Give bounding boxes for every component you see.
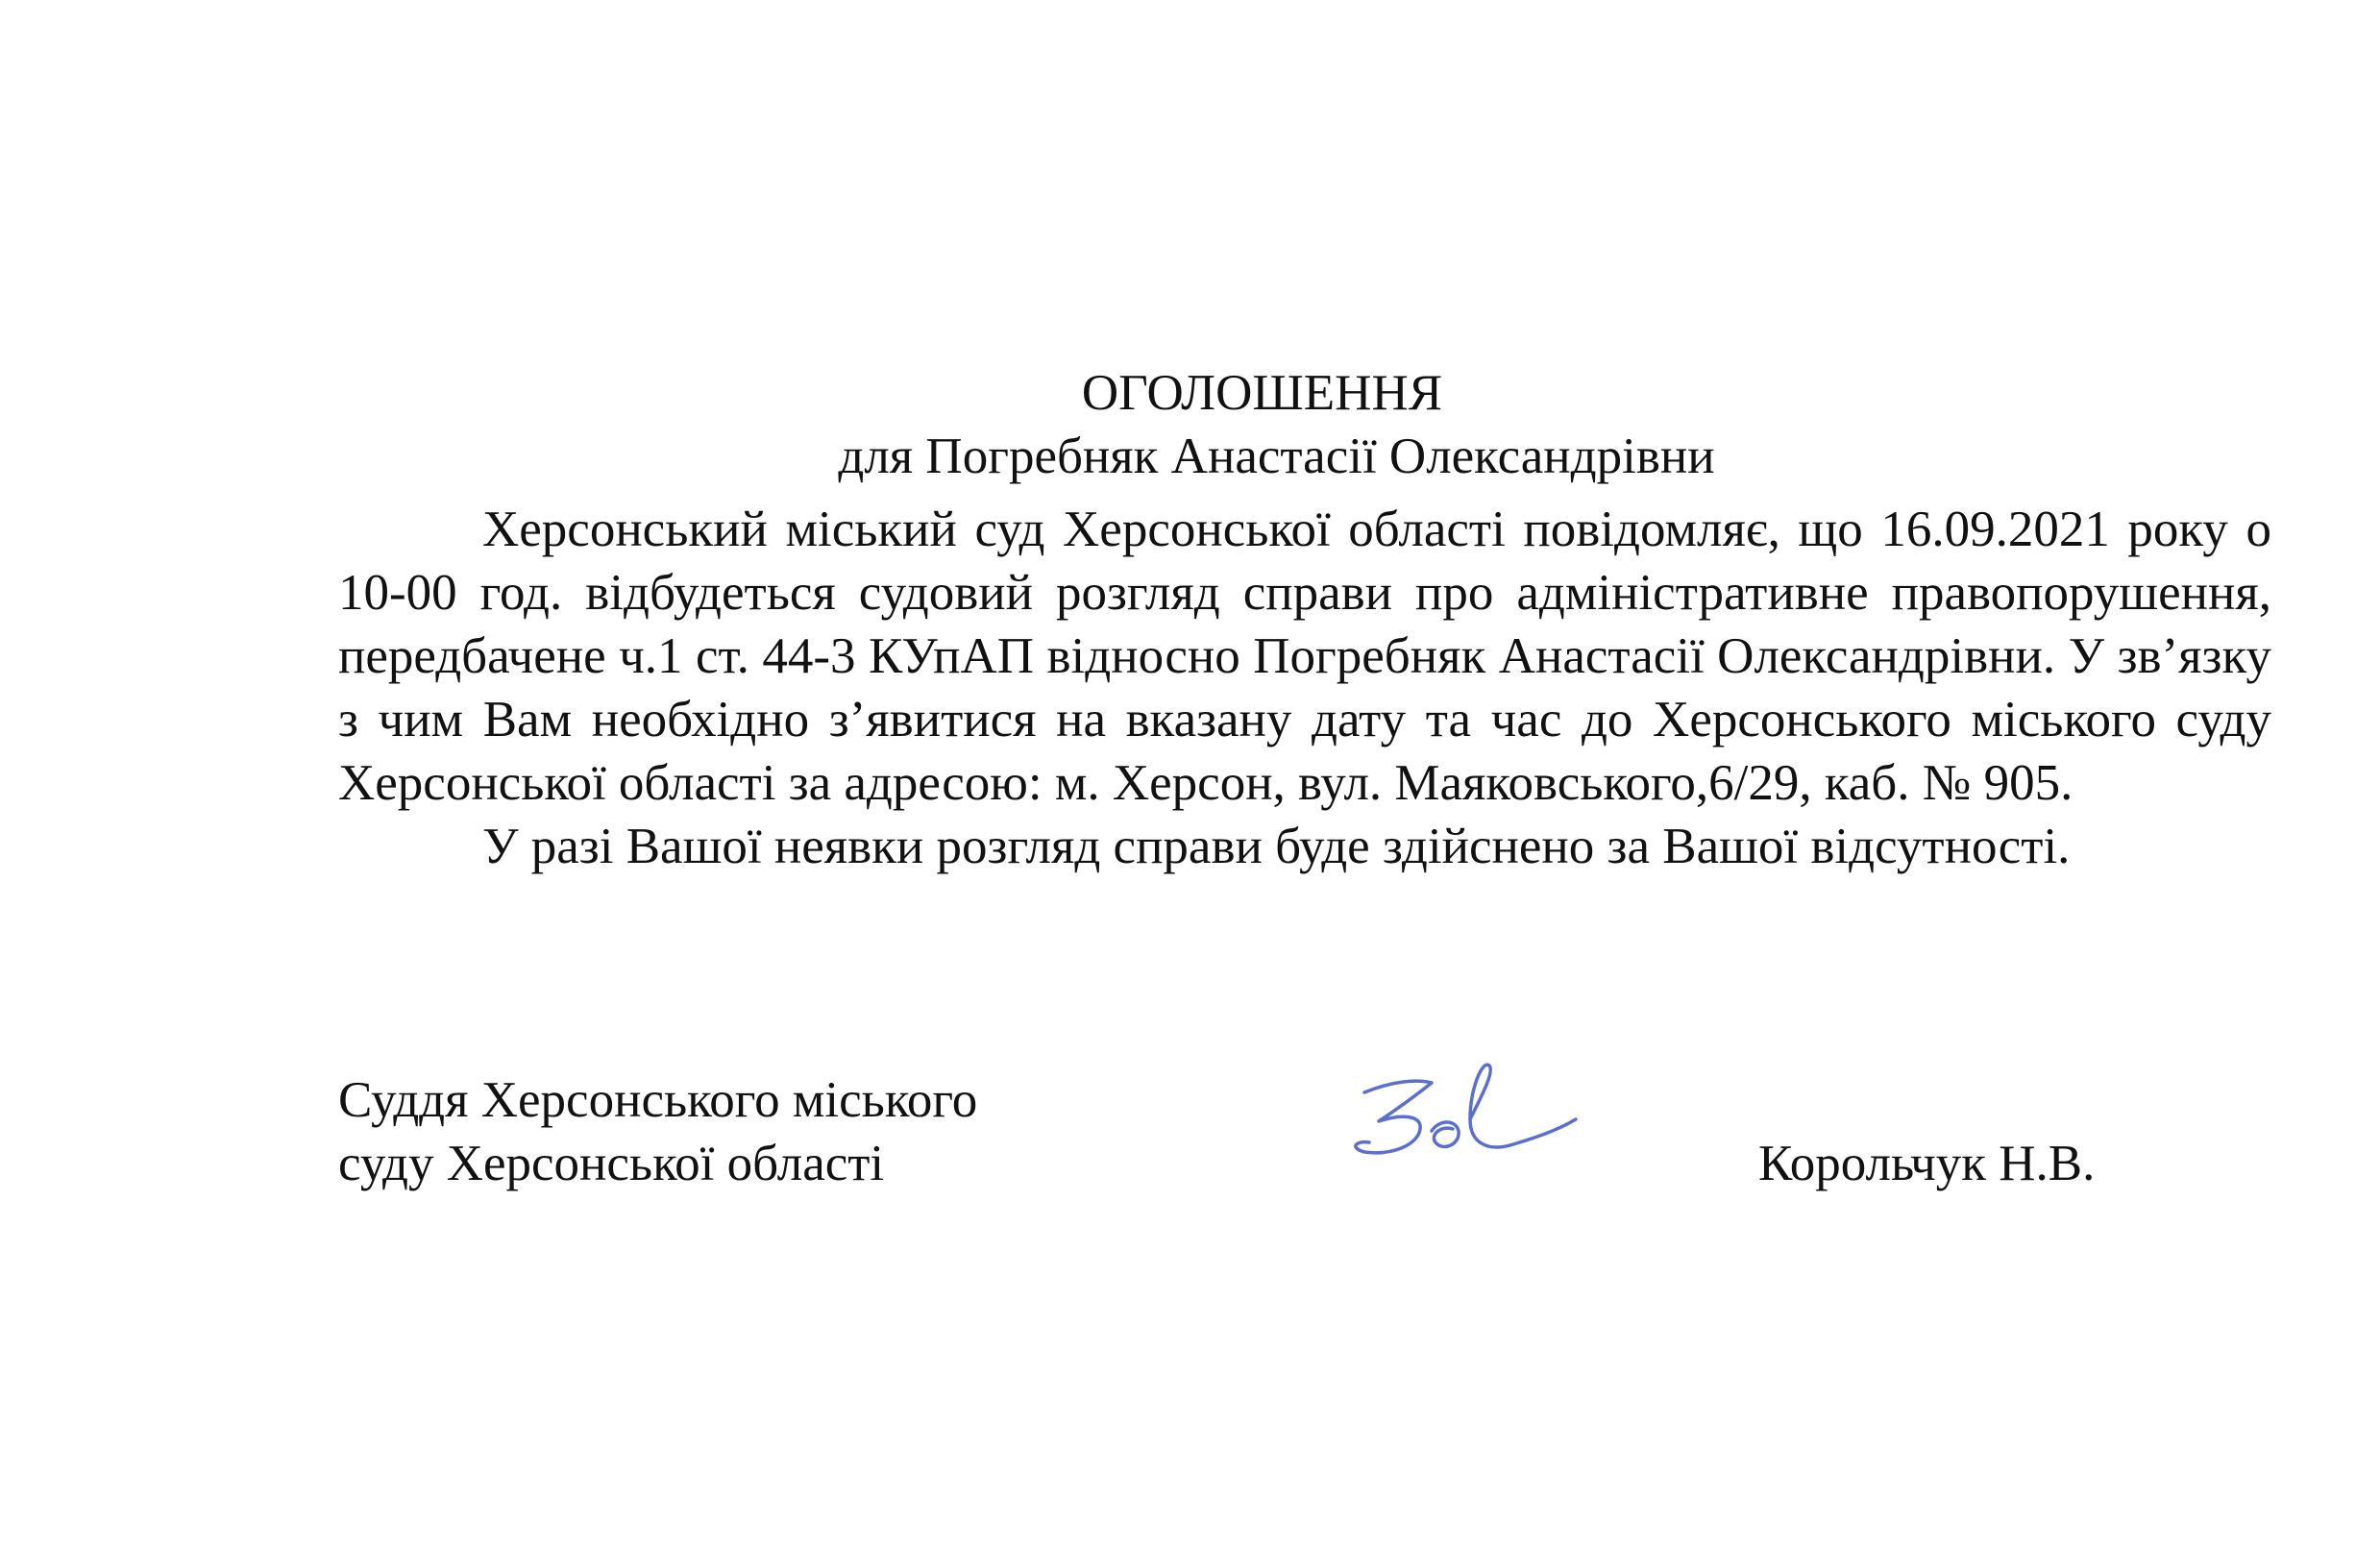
signature-stroke-2 [1432,1122,1459,1146]
document-body [338,498,2271,878]
document-title: ОГОЛОШЕННЯ [1081,365,1443,421]
judge-position-line1: Суддя Херсонського міського [338,1072,978,1128]
document-addressee: для Погребняк Анастасії Олександрівни [838,429,1715,484]
body-paragraph-absence: У разі Вашої неявки розгляд справи буде здійснено за Вашої відсутності. [482,819,2071,874]
judge-position [338,1068,977,1195]
handwritten-signature [1326,1052,1605,1187]
signature-stroke-1 [1356,1081,1432,1153]
body-paragraph-notice: Херсонський міський суд Херсонської області повідомляє, що 16.09.2021 року о 10-00 год. відбудеться судовий розгляд справи про адміністративне правопорушення, передбачене ч.1 ст. 44-3 КУпАП відносно Погребняк Анастасії Олександрівни. У зв’язку з чим Вам необхідно з’явитися на вказану дату та час до Херсонського міського суду Херсонської області за адресою: м. Херсон, вул. Маяковського,6/29, каб. № 905. [338,502,2271,811]
judge-name: Корольчук Н.В. [1758,1136,2096,1191]
signature-stroke-3 [1470,1065,1576,1147]
judge-position-line2: суду Херсонської області [338,1136,885,1191]
